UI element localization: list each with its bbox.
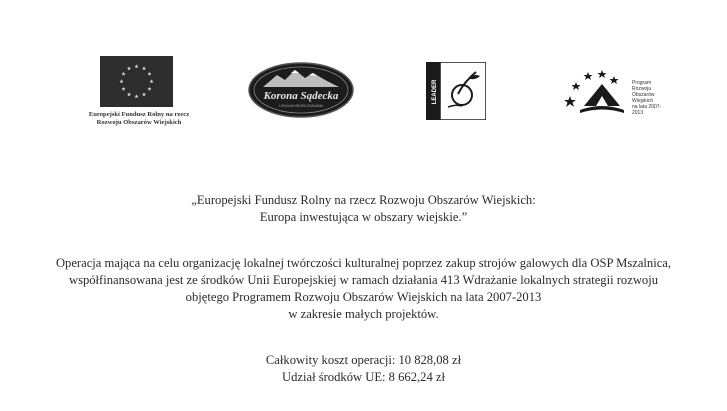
eu-flag-icon <box>100 56 173 107</box>
operation-description <box>0 255 727 323</box>
operation-line2: współfinansowana jest ze środków Unii Europejskiej w ramach działania 413 Wdrażanie lokalnych strategii rozwoju <box>68 273 659 287</box>
prow-line3: Obszarów <box>632 92 655 98</box>
prow-line1: Program <box>632 80 652 86</box>
prow-text <box>632 80 672 116</box>
eu-share: Udział środków UE: 8 662,24 zł <box>282 370 445 384</box>
prow-line2: Rozwoju <box>632 86 652 92</box>
eu-caption-line1: Europejski Fundusz Rolny na rzecz <box>88 111 190 118</box>
leader-icon <box>426 62 486 120</box>
prow-line5: na lata 2007-2013 <box>632 104 662 116</box>
korona-badge-icon <box>247 61 355 119</box>
operation-line1: Operacja mająca na celu organizację lokalnej twórczości kulturalnej poprzez zakup strojów galowych dla OSP Mszalnica, <box>55 256 672 270</box>
eu-logo <box>84 56 194 127</box>
korona-sub: LOKALNA GRUPA DZIAŁANIA <box>279 104 323 108</box>
slogan-line2: Europa inwestująca w obszary wiejskie.” <box>259 210 468 224</box>
slogan-line1: „Europejski Fundusz Rolny na rzecz Rozwoju Obszarów Wiejskich: <box>191 193 536 207</box>
prow-logo <box>562 66 672 118</box>
operation-line4: w zakresie małych projektów. <box>288 307 439 321</box>
korona-sadecka-logo <box>247 61 355 119</box>
leader-logo <box>426 62 486 120</box>
total-cost: Całkowity koszt operacji: 10 828,08 zł <box>265 353 462 367</box>
leader-word: LEADER <box>432 79 438 105</box>
korona-name: Korona Sądecka <box>263 90 339 102</box>
operation-line3: objętego Programem Rozwoju Obszarów Wiejskich na lata 2007-2013 <box>185 290 542 304</box>
costs <box>0 352 727 386</box>
eu-caption-line2: Rozwoju Obszarów Wiejskich <box>96 119 182 126</box>
prow-emblem-icon <box>562 66 630 118</box>
eu-caption <box>84 111 194 127</box>
prow-line4: Wiejskich <box>632 98 654 104</box>
slogan <box>0 192 727 226</box>
